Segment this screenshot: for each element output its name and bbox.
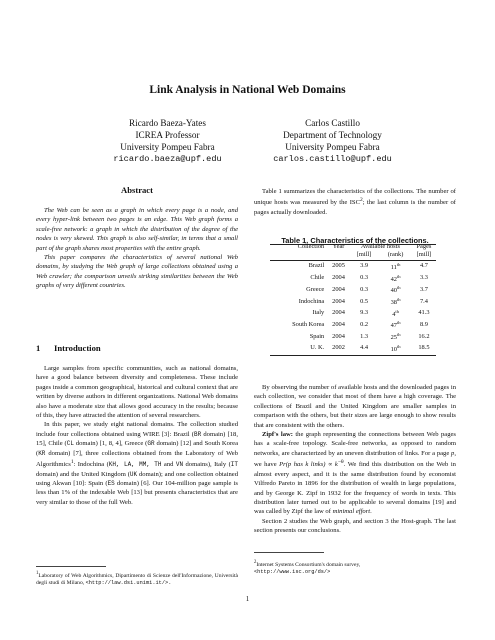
table-row: Spain 2004 1.3 25th 16.2 bbox=[309, 332, 430, 342]
section-heading bbox=[36, 343, 101, 353]
intro-paragraph: Large samples from specific communities, such as national domains, have a good balance between diversity and completeness. These include pages inside a common geographical, historical and cultural context that are written by diverse authors in different organizations. National Web domains also have a moderate size that allows good accuracy in the results; because of this, they have attracted the attention of several researchers. bbox=[36, 365, 238, 420]
collections-table bbox=[270, 243, 436, 356]
footnote-link[interactable]: <http://www.isc.org/ds/> bbox=[254, 569, 331, 576]
body-paragraph: Zipf's law: the graph representing the connections between Web pages has a scale-free topology. Scale-free networks, as opposed to random networks, are characterized by an uneven distribution of links. For a page p, we have Pr(p has k links) ∝ $k^{-\theta}$. We find this distribution on the Web in almost every aspect, and it is the same distribution found by economist Vilfredo Pareto in 1896 for the distribution of wealth in large populations, and by George K. Zipf in 1932 for the frequency of words in texts. This distribution later turned out to be applicable to several domains [19] and was called by Zipf the law of minimal effort. bbox=[254, 431, 456, 516]
intro-paragraph: In this paper, we study eight national domains. The collection studied include four collections obtained using WIRE [3]: Brazil (BR domain) [18, 15], Chile (CL domain) [1, 8, 4], Greece (GR domain) [12] and South Korea (KR domain) [7], three collections obtained from the Laboratory of Web Algorithmics$^1$: Indochina (KH, LA, MM, TH and VN domains), Italy (IT domain) and the United Kingdom (UK domain); and one collection obtained using Akwan [10]: Spain (ES domain) [6]. Our 104-million page sample is less than 1% of the indexable Web [13] but presents characteristics that are very similar to those of the full Web. bbox=[36, 421, 239, 506]
table-intro: Table 1 summarizes the characteristics of the collections. The number of unique hosts was measured by the ISC$^2$; the last column is the number of pages actually downloaded. bbox=[254, 188, 456, 216]
abstract-heading: Abstract bbox=[121, 185, 153, 195]
table-units-row: [mill] (rank) [mill] bbox=[270, 251, 436, 260]
author-affiliation: ICREA Professor bbox=[135, 130, 200, 140]
introduction-body bbox=[36, 364, 238, 507]
body-paragraph: Section 2 studies the Web graph, and section 3 the Host-graph. The last section presents our conclusions. bbox=[254, 517, 456, 535]
table-row: Greece 2004 0.3 40th 3.7 bbox=[306, 285, 428, 295]
author-email: ricardo.baeza@upf.edu bbox=[113, 154, 222, 164]
author-name: Ricardo Baeza-Yates bbox=[129, 118, 206, 128]
table-row: South Korea 2004 0.2 47th 8.9 bbox=[292, 320, 428, 330]
body-paragraph: By observing the number of available hosts and the downloaded pages in each collection, we consider that most of them have a high coverage. The collections of Brazil and the United Kingdom are smaller samples in comparison with the others, but their sizes are large enough to show results that are consistent with the others. bbox=[254, 384, 456, 429]
table-row: Italy 2004 9.3 4th 41.3 bbox=[312, 308, 430, 318]
author-affiliation: University Pompeu Fabra bbox=[285, 142, 380, 152]
footnote-1: $^1$Laboratory of Web Algorithmics, Dipartimento di Scienze dell'Informazione, Università degli studi di Milano, <http://law.dsi.unimi.it/>. bbox=[36, 571, 238, 587]
table-header-row: Collection Year Available hosts Pages bbox=[297, 243, 432, 250]
right-body bbox=[254, 383, 456, 536]
table-row: Chile 2004 0.3 42th 3.3 bbox=[310, 273, 428, 283]
abstract-paragraph: The Web can be seen as a graph in which every page is a node, and every hyper-link between two pages is an edge. This Web graph forms a scale-free network: a graph in which the distribution of the degree of the nodes is very skewed. This graph is also self-similar, in terms that a small part of the graph shares most properties with the entire graph. bbox=[36, 207, 238, 252]
author-affiliation: University Pompeu Fabra bbox=[120, 142, 215, 152]
footnote-2: $^2$Internet Systems Consortium's domain survey, <http://www.isc.org/ds/> bbox=[254, 560, 361, 576]
table-row: Indochina 2004 0.5 38th 7.4 bbox=[298, 296, 428, 307]
footnote-marker: 2 bbox=[359, 197, 363, 204]
footnote-marker: 1 bbox=[70, 459, 74, 466]
footnote-rule bbox=[36, 566, 106, 567]
author-block-1 bbox=[85, 117, 250, 165]
footnote-rule bbox=[254, 552, 324, 553]
author-name: Carlos Castillo bbox=[305, 118, 360, 128]
section-title: Introduction bbox=[54, 343, 101, 353]
author-block-2 bbox=[250, 117, 415, 165]
author-email: carlos.castillo@upf.edu bbox=[273, 154, 392, 164]
footnote-link[interactable]: <http://law.dsi.unimi.it/>. bbox=[85, 580, 172, 587]
abstract-body bbox=[36, 206, 238, 291]
paper-title: Link Analysis in National Web Domains bbox=[149, 84, 346, 96]
table-row: Brazil 2005 3.9 11th 4.7 bbox=[308, 261, 428, 271]
author-affiliation: Department of Technology bbox=[283, 130, 382, 140]
table-row: U. K. 2002 4.4 10th 18.5 bbox=[270, 343, 436, 355]
section-number: 1 bbox=[36, 343, 41, 353]
abstract-paragraph: This paper compares the characteristics of several national Web domains, by studying the Web graph of large collections obtained using a Web crawler; the comparison unveils striking similarities between the Web graphs of very different countries. bbox=[36, 254, 238, 290]
page-number: 1 bbox=[245, 595, 250, 603]
table-caption: Table 1. Characteristics of the collections. bbox=[281, 236, 429, 245]
